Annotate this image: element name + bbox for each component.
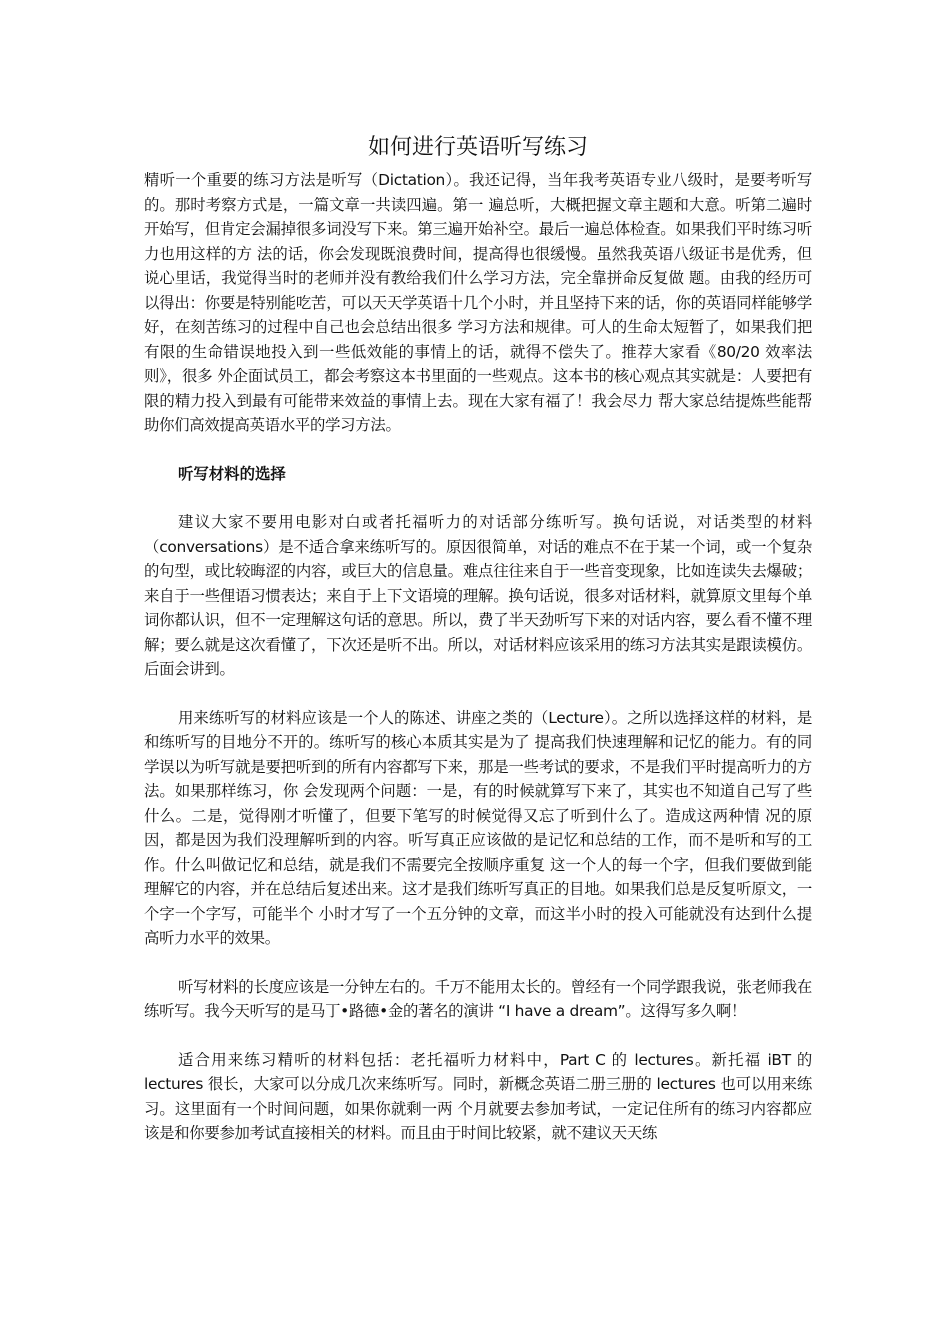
document-page <box>144 128 812 1170</box>
section-heading: 听写材料的选择 <box>178 464 286 483</box>
body-paragraph-1: 建议大家不要用电影对白或者托福听力的对话部分练听写。换句话说，对话类型的材料（conversations）是不适合拿来练听写的。原因很简单，对话的难点不在于某一个词，或一个复杂的句型，或比较晦涩的内容，或巨大的信息量。难点往往来自于一些音变现象，比如连读失去爆破；来自于一些俚语习惯表达；来自于上下文语境的理解。换句话说，很多对话材料，就算原文里每个单词你都认识，但不一定理解这句话的意思。所以，费了半天劲听写下来的对话内容，要么看不懂不理解；要么就是这次看懂了，下次还是听不出。所以，对话材料应该采用的练习方法其实是跟读模仿。后面会讲到。 <box>144 513 812 678</box>
body-paragraph-4: 适合用来练习精听的材料包括：老托福听力材料中，Part C 的 lectures。新托福 iBT 的 lectures 很长，大家可以分成几次来练听写。同时，新概念英语二册三册的 lectures 也可以用来练习。这里面有一个时间问题，如果你就剩一两 个月就要去参加考试，一定记住所有的练习内容都应该是和你要参加考试直接相关的材料。而且由于时间比较紧，就不建议天天练 <box>144 1050 812 1142</box>
intro-paragraph: 精听一个重要的练习方法是听写（Dictation）。我还记得，当年我考英语专业八级时，是要考听写的。那时考察方式是，一篇文章一共读四遍。第一 遍总听，大概把握文章主题和大意。听第二遍时开始写，但肯定会漏掉很多词没写下来。第三遍开始补空。最后一遍总体检查。如果我们平时练习听力也用这样的方 法的话，你会发现既浪费时间，提高得也很缓慢。虽然我英语八级证书是优秀，但说心里话，我觉得当时的老师并没有教给我们什么学习方法，完全靠拼命反复做 题。由我的经历可以得出：你要是特别能吃苦，可以天天学英语十几个小时，并且坚持下来的话，你的英语同样能够学好，在刻苦练习的过程中自己也会总结出很多 学习方法和规律。可人的生命太短暂了，如果我们把有限的生命错误地投入到一些低效能的事情上的话，就得不偿失了。推荐大家看《80/20 效率法则》，很多 外企面试员工，都会考察这本书里面的一些观点。这本书的核心观点其实就是：人要把有限的精力投入到最有可能带来效益的事情上去。现在大家有福了！我会尽力 帮大家总结提炼些能帮助你们高效提高英语水平的学习方法。 <box>144 171 812 434</box>
body-paragraph-3: 听写材料的长度应该是一分钟左右的。千万不能用太长的。曾经有一个同学跟我说，张老师我在练听写。我今天听写的是马丁•路德•金的著名的演讲 “I have a dream”。这得写多久啊！ <box>144 977 812 1020</box>
page-title: 如何进行英语听写练习 <box>367 135 588 160</box>
body-paragraph-2: 用来练听写的材料应该是一个人的陈述、讲座之类的（Lecture）。之所以选择这样的材料，是和练听写的目地分不开的。练听写的核心本质其实是为了 提高我们快速理解和记忆的能力。有的同学误以为听写就是要把听到的所有内容都写下来，那是一些考试的要求，不是我们平时提高听力的方法。如果那样练习，你 会发现两个问题：一是，有的时候就算写下来了，其实也不知道自己写了些什么。二是，觉得刚才听懂了，但要下笔写的时候觉得又忘了听到什么了。造成这两种情 况的原因，都是因为我们没理解听到的内容。听写真正应该做的是记忆和总结的工作，而不是听和写的工作。什么叫做记忆和总结，就是我们不需要完全按顺序重复 这一个人的每一个字，但我们要做到能理解它的内容，并在总结后复述出来。这才是我们练听写真正的目地。如果我们总是反复听原文，一个字一个字写，可能半个 小时才写了一个五分钟的文章，而这半小时的投入可能就没有达到什么提高听力水平的效果。 <box>144 708 812 947</box>
